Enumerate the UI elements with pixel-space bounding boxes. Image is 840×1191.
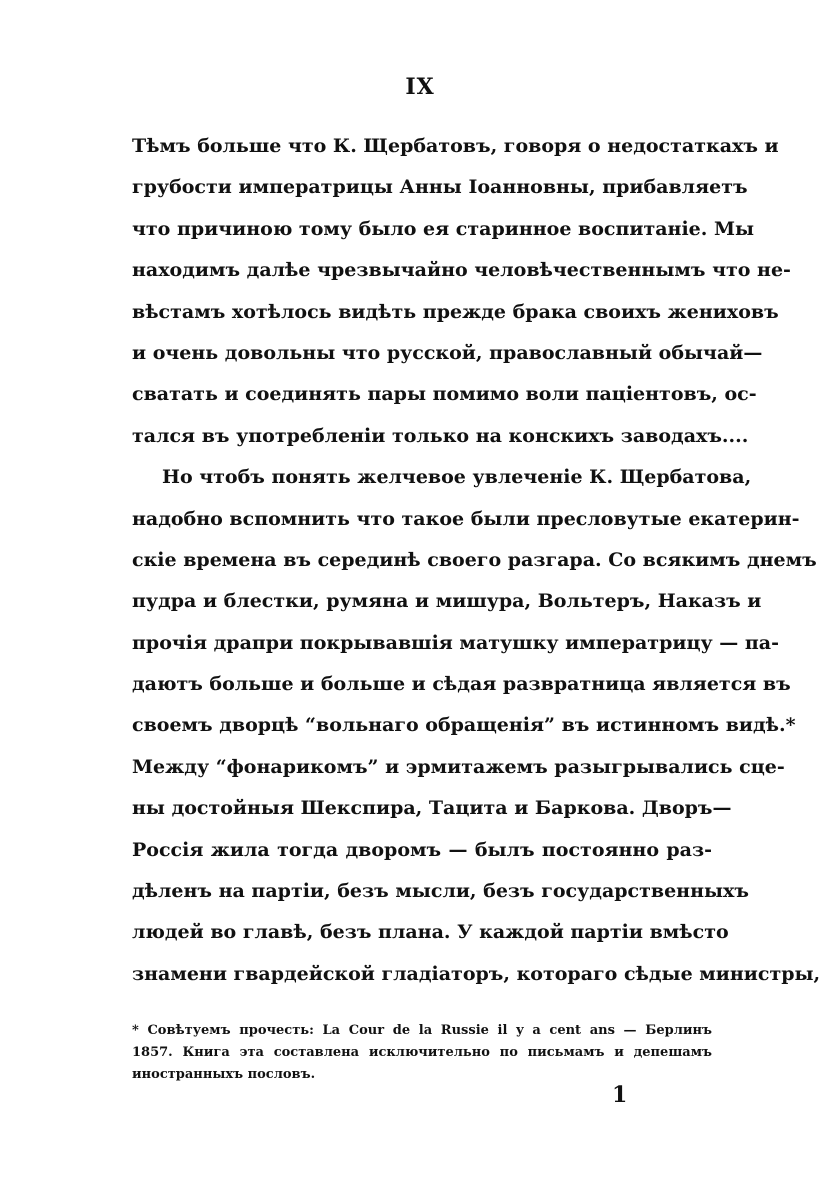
main-text — [132, 126, 821, 995]
text-line: Но чтобъ понять желчевое увлеченіе К. Щербатова, — [162, 466, 752, 489]
text-line: ны достойныя Шекспира, Тацита и Баркова. Дворъ— — [132, 797, 732, 820]
text-line: скіе времена въ серединѣ своего разгара. Со всякимъ днемъ — [132, 548, 817, 571]
text-line: что причиною тому было ея старинное воспитаніе. Мы — [132, 217, 755, 240]
text-line: Россія жила тогда дворомъ — былъ постоянно раз- — [132, 838, 712, 861]
footnote — [132, 1020, 712, 1086]
footnote-line: 1857. Книга эта составлена исключительно по письмамъ и депешамъ — [132, 1045, 712, 1060]
text-line: даютъ больше и больше и сѣдая развратница является въ — [132, 673, 791, 696]
text-line: знамени гвардейской гладіаторъ, котораго сѣдые министры, — [132, 962, 821, 985]
text-line: дѣленъ на партіи, безъ мысли, безъ государственныхъ — [132, 880, 749, 903]
footnote-line: иностранныхъ пословъ. — [132, 1067, 316, 1082]
text-line: и очень довольны что русской, православный обычай— — [132, 341, 763, 364]
text-line: своемъ дворцѣ “вольнаго обращенія” въ истинномъ видѣ.* — [132, 714, 796, 737]
signature-mark: 1 — [612, 1082, 628, 1108]
text-line: прочія драпри покрывавшія матушку императрицу — па- — [132, 631, 779, 654]
footnote-line: * Совѣтуемъ прочесть: La Cour de la Russie il y a cent ans — Берлинъ — [132, 1023, 712, 1038]
text-line: грубости императрицы Анны Іоанновны, прибавляетъ — [132, 176, 748, 199]
text-line: пудра и блестки, румяна и мишура, Вольтеръ, Наказъ и — [132, 590, 762, 613]
text-line: находимъ далѣе чрезвычайно человѣчественнымъ что не- — [132, 259, 791, 282]
text-line: сватать и соединять пары помимо воли паціентовъ, ос- — [132, 383, 757, 406]
text-line: людей во главѣ, безъ плана. У каждой партіи вмѣсто — [132, 921, 729, 944]
text-line: тался въ употребленіи только на конскихъ заводахъ.... — [132, 424, 749, 447]
text-line: вѣстамъ хотѣлось видѣть прежде брака своихъ жениховъ — [132, 300, 779, 323]
text-line: Между “фонарикомъ” и эрмитажемъ разыгрывались сце- — [132, 755, 785, 778]
text-line: Тѣмъ больше что К. Щербатовъ, говоря о недостаткахъ и — [132, 135, 779, 157]
page-number: IX — [405, 74, 435, 100]
text-line: надобно вспомнить что такое были пресловутые екатерин- — [132, 507, 800, 530]
